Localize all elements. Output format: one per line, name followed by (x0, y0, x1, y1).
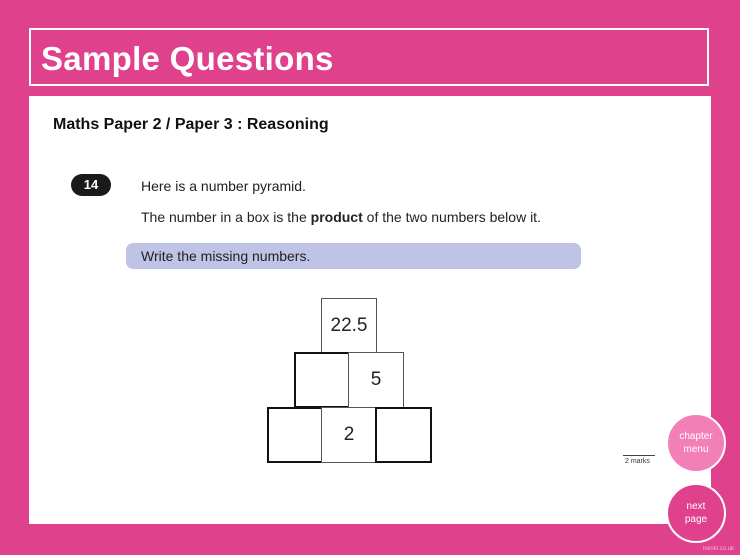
next-page-button[interactable] (666, 483, 726, 543)
rule-text-bold: product (310, 209, 363, 225)
instruction-text: Write the missing numbers. (141, 248, 311, 264)
rule-text-before: The number in a box is the (141, 209, 311, 225)
pyramid-middle-right-box: 5 (348, 352, 404, 408)
rule-text-after: of the two numbers below it. (362, 209, 541, 225)
pyramid-top-box: 22.5 (321, 298, 377, 353)
paper-subheading: Maths Paper 2 / Paper 3 : Reasoning (53, 116, 329, 133)
pyramid-middle-left-box[interactable] (294, 352, 350, 408)
question-intro-text: Here is a number pyramid. (141, 178, 306, 194)
question-number-badge: 14 (71, 174, 111, 196)
pyramid-bottom-left-box[interactable] (267, 407, 323, 463)
marks-divider (623, 455, 655, 456)
question-rule-text (141, 209, 541, 225)
next-button-line2: page (684, 514, 708, 525)
pyramid-bottom-middle-box: 2 (321, 407, 377, 463)
pyramid-bottom-right-box[interactable] (375, 407, 432, 463)
marks-label: 2 marks (625, 458, 650, 465)
chapter-button-line2: menu (683, 444, 709, 455)
instruction-banner (126, 243, 581, 269)
title-bar (29, 28, 709, 86)
page-title: Sample Questions (41, 40, 334, 77)
chapter-menu-button[interactable] (666, 413, 726, 473)
watermark: twinkl.co.uk (702, 546, 734, 552)
next-button-line1: next (686, 501, 706, 512)
question-panel (29, 96, 711, 524)
chapter-button-line1: chapter (679, 431, 713, 442)
